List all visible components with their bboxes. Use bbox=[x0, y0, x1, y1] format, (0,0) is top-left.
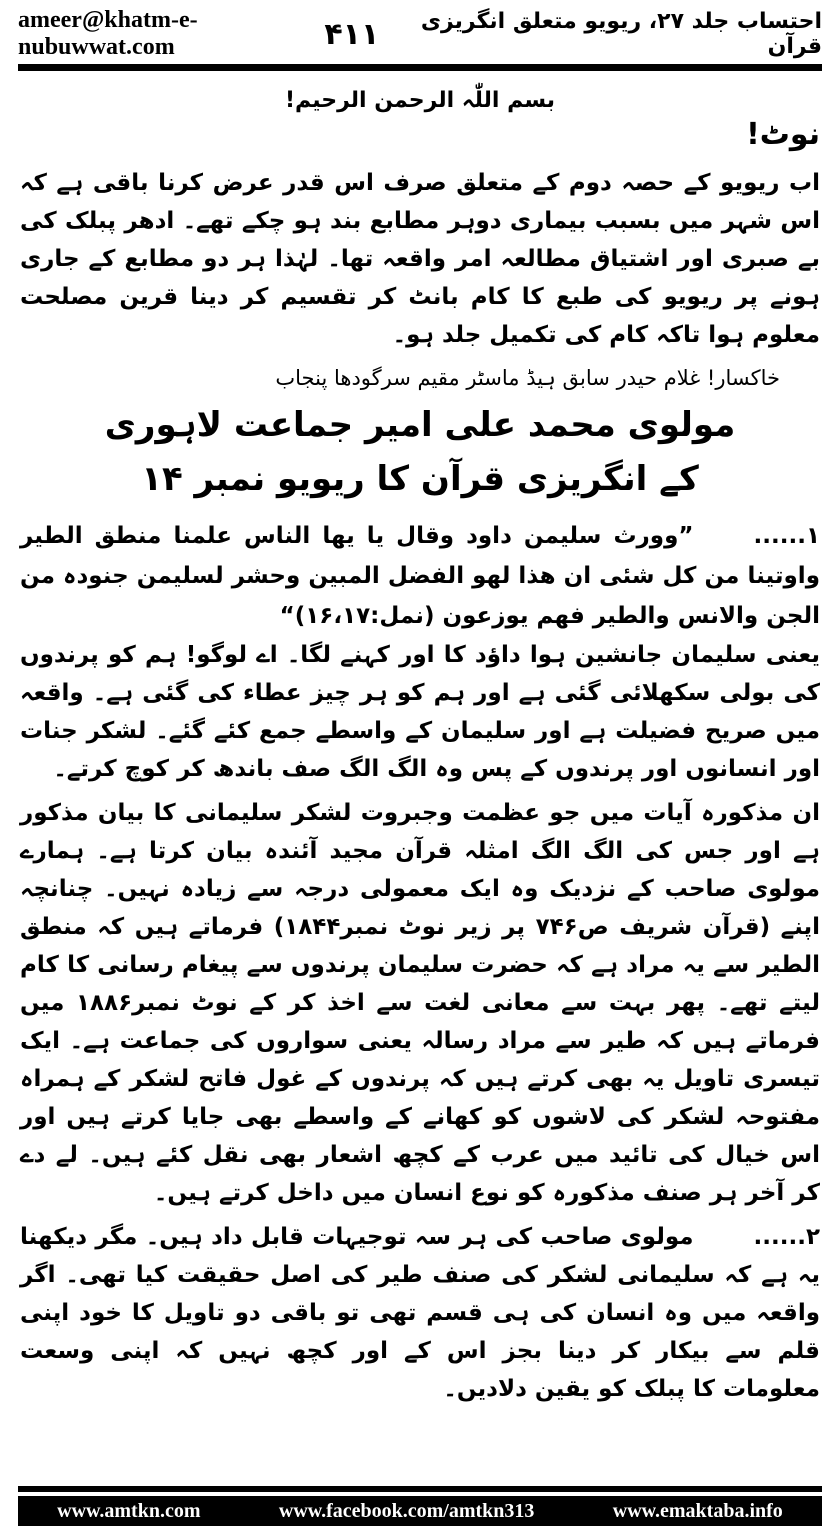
verse-translation: یعنی سلیمان جانشین ہوا داؤد کا اور کہنے لگا۔ اے لوگو! ہم کو پرندوں کی بولی سکھلائی گئی ہے اور ہم کو ہر چیز عطاء کی گئی ہے۔ واقعہ میں صریح فضیلت ہے اور سلیمان کے واسطے جمع کئے گئے۔ لشکر جنات اور انسانوں اور پرندوں کے پس وہ الگ الگ صف باندھ کر کوچ کرتے۔ bbox=[20, 642, 820, 782]
footer-link-emaktaba[interactable]: www.emaktaba.info bbox=[612, 1499, 783, 1522]
article-title-line1: مولوی محمد علی امیر جماعت لاہوری bbox=[104, 405, 736, 445]
section-2-paragraph bbox=[20, 1218, 820, 1408]
header-rule bbox=[18, 64, 822, 71]
page-header bbox=[18, 7, 822, 60]
bismillah: بسم اللّٰہ الرحمن الرحیم! bbox=[284, 88, 556, 113]
footer-rule bbox=[18, 1486, 822, 1492]
page-footer bbox=[18, 1496, 822, 1526]
verse-text: ”وورث سلیمن داود وقال یا یھا الناس علمنا منطق الطیر واوتینا من کل شئی ان ھذا لھو الفضل المبین وحشر لسلیمن جنودہ من الجن والانس والطیر فھم یوزعون (نمل:۱۶،۱۷)“ bbox=[20, 523, 820, 629]
footer-link-facebook[interactable]: www.facebook.com/amtkn313 bbox=[278, 1499, 535, 1522]
article-body bbox=[20, 80, 820, 1408]
header-right bbox=[324, 9, 822, 59]
section-number-2: ۲...... bbox=[753, 1224, 820, 1250]
section-number-1: ۱...... bbox=[753, 523, 820, 549]
header-email: ameer@khatm-e-nubuwwat.com bbox=[18, 7, 198, 60]
footer-link-amtkn[interactable]: www.amtkn.com bbox=[57, 1499, 201, 1522]
header-title: احتساب جلد ۲۷، ریویو متعلق انگریزی قرآن bbox=[420, 9, 822, 59]
quran-verse bbox=[20, 516, 820, 636]
note-signature: خاکسار! غلام حیدر سابق ہیڈ ماسٹر مقیم سرگودھا پنجاب bbox=[275, 366, 780, 390]
note-paragraph: اب ریویو کے حصہ دوم کے متعلق صرف اس قدر عرض کرنا باقی ہے کہ اس شہر میں بسبب بیماری دوہر مطابع بند ہو چکے تھے۔ ادھر پبلک کی بے صبری اور اشتیاق مطالعہ امر واقعہ تھا۔ لہٰذا ہر دو مطابع کے جاری ہونے پر ریویو کی طبع کا کام بانٹ کر تقسیم کر دینا قرین مصلحت معلوم ہوا تاکہ کام کی تکمیل جلد ہو۔ bbox=[20, 170, 820, 348]
commentary-paragraph: ان مذکورہ آیات میں جو عظمت وجبروت لشکر سلیمانی کا بیان مذکور ہے اور جس کی الگ الگ امثلہ قرآن مجید آئندہ بیان کرتا ہے۔ ہمارے مولوی صاحب کے نزدیک وہ ایک معمولی درجہ سے زیادہ نہیں۔ چنانچہ اپنے (قرآن شریف ص۷۴۶ پر زیر نوٹ نمبر۱۸۴۴) فرماتے ہیں کہ منطق الطیر سے یہ مراد ہے کہ حضرت سلیمان پرندوں سے پیغام رسانی کا کام لیتے تھے۔ پھر بہت سے معانی لغت سے اخذ کر کے نوٹ نمبر۱۸۸۶ میں فرماتے ہیں کہ طیر سے مراد رسالہ یعنی سواروں کی جماعت ہے۔ ایک تیسری تاویل یہ بھی کرتے ہیں کہ پرندوں کے غول فاتح لشکر کے ہمراہ مفتوحہ لشکر کی لاشوں کو کھانے کے واسطے بھی جایا کرتے ہیں اور اس خیال کی تائید میں عرب کے کچھ اشعار بھی نقل کئے ہیں۔ لے دے کر آخر ہر صنف مذکورہ کو نوع انسان میں داخل کرتے ہیں۔ bbox=[20, 800, 821, 1206]
section-2-text: مولوی صاحب کی ہر سہ توجیہات قابل داد ہیں۔ مگر دیکھنا یہ ہے کہ سلیمانی لشکر کی صنف طیر کی اصل حقیقت کیا تھی۔ اگر واقعہ میں وہ انسان کی ہی قسم تھی تو باقی دو تاویل کا خود اپنی قلم سے بیکار کر دینا بجز اس کے اور کچھ نہیں کہ اپنی وسعت معلومات کا پبلک کو یقین دلادیں۔ bbox=[20, 1224, 820, 1402]
page-number: ۴۱۱ bbox=[324, 16, 380, 52]
article-title-line2: کے انگریزی قرآن کا ریویو نمبر ۱۴ bbox=[141, 459, 699, 499]
note-heading: نوٹ! bbox=[746, 117, 820, 152]
